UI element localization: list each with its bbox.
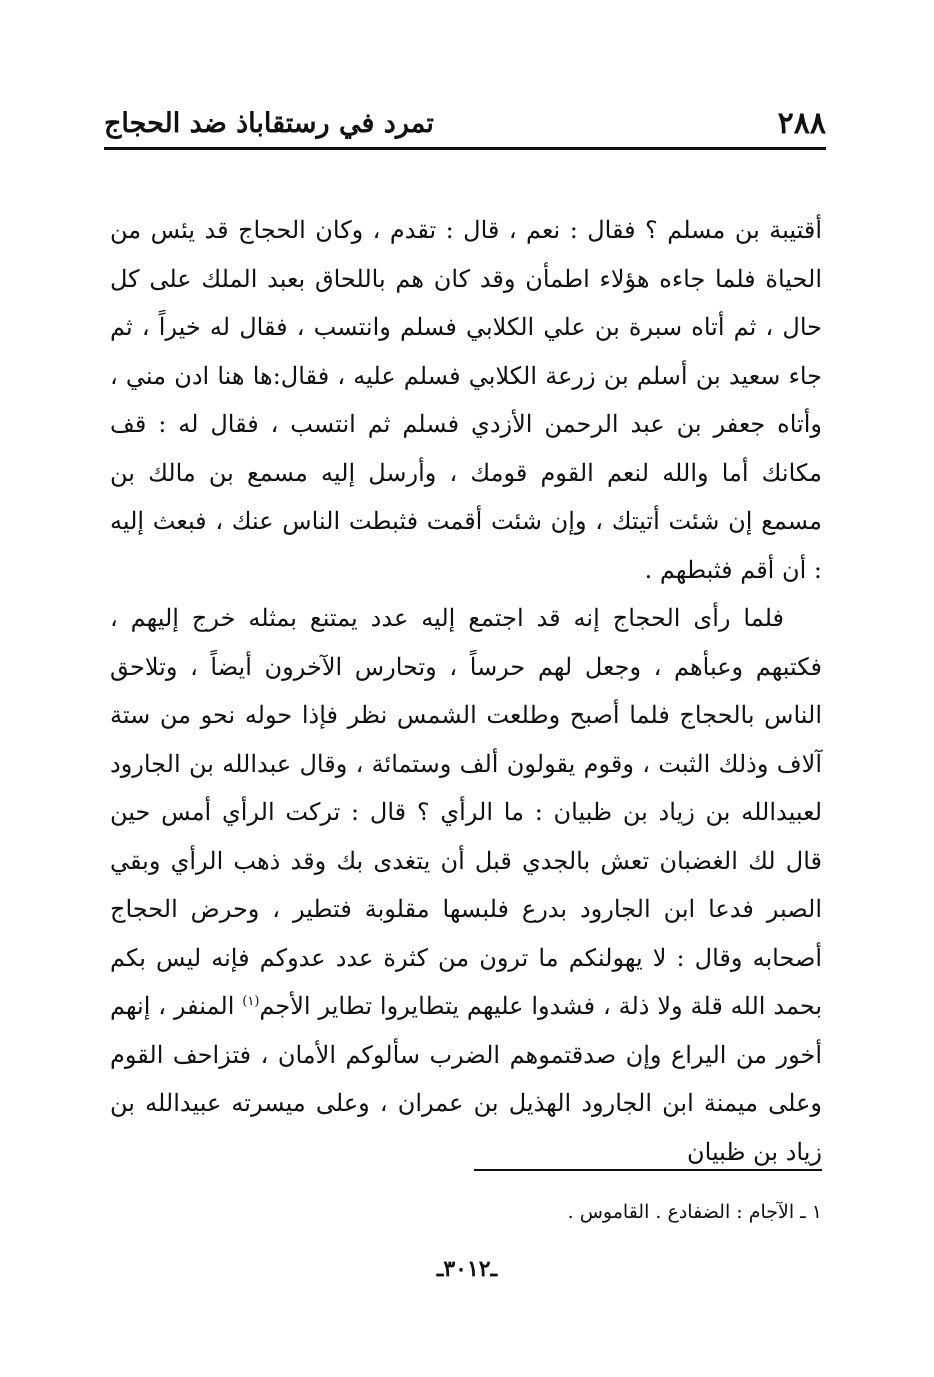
footnote-marker: (١) [242,994,260,1009]
paragraph-2-text-start: فلما رأى الحجاج إنه قد اجتمع إليه عدد يمتنع بمثله خرج إليهم ، فكتبهم وعبأهم ، وجعل لهم حرساً ، وتحارس الآخرون أيضاً ، وتلاحق الناس بالحجاج فلما أصبح وطلعت الشمس نظر فإذا حوله نحو من ستة آلاف وذلك الثبت ، وقوم يقولون ألف وستمائة ، وقال عبدالله بن الجارود لعبيدالله بن زياد بن ظبيان : ما الرأي ؟ قال : تركت الرأي أمس حين قال لك الغضبان تعش بالجدي قبل أن يتغدى بك وقد ذهب الرأي وبقي الصبر فدعا ابن الجارود بدرع فلبسها مقلوبة فتطير ، وحرض الحجاج أصحابه وقال : لا يهولنكم ما ترون من كثرة عدد عدوكم فإنه ليس بكم بحمد الله قلة ولا ذلة ، فشدوا عليهم يتطايروا تطاير الأجم [110,604,823,1020]
paragraph-1: أقتيبة بن مسلم ؟ فقال : نعم ، قال : تقدم ، وكان الحجاج قد يئس من الحياة فلما جاءه هؤلاء اطمأن وقد كان هم باللحاق بعبد الملك على كل حال ، ثم أتاه سبرة بن علي الكلابي فسلم وانتسب ، فقال له خيراً ، ثم جاء سعيد بن أسلم بن زرعة الكلابي فسلم عليه ، فقال:ها هنا ادن مني ، وأتاه جعفر بن عبد الرحمن الأزدي فسلم ثم انتسب ، فقال له : قف مكانك أما والله لنعم القوم قومك ، وأرسل إليه مسمع بن مالك بن مسمع إن شئت أتيتك ، وإن شئت أقمت فثبطت الناس عنك ، فبعث إليه : أن أقم فثبطهم . [110,216,822,584]
paragraph-2-text-end: المنفر ، إنهم أخور من اليراع وإن صدقتموهم الضرب سألوكم الأمان ، فتزاحف القوم وعلى ميمنة ابن الجارود الهذيل بن عمران ، وعلى ميسرته عبيدالله بن زياد بن ظبيان [110,992,822,1166]
chapter-title: تمرد في رستقاباذ ضد الحجاج [104,108,434,139]
print-page-number: ـ٣٠١٢ـ [436,1256,498,1282]
footnote: ١ ـ الآجام : الضفادع . القاموس . [567,1201,822,1223]
header-divider [104,147,826,150]
footnote-divider [474,1169,822,1171]
page-number: ٢٨٨ [777,106,826,141]
main-text [110,206,822,1176]
paragraph-2 [110,594,822,1176]
running-header [104,104,826,144]
